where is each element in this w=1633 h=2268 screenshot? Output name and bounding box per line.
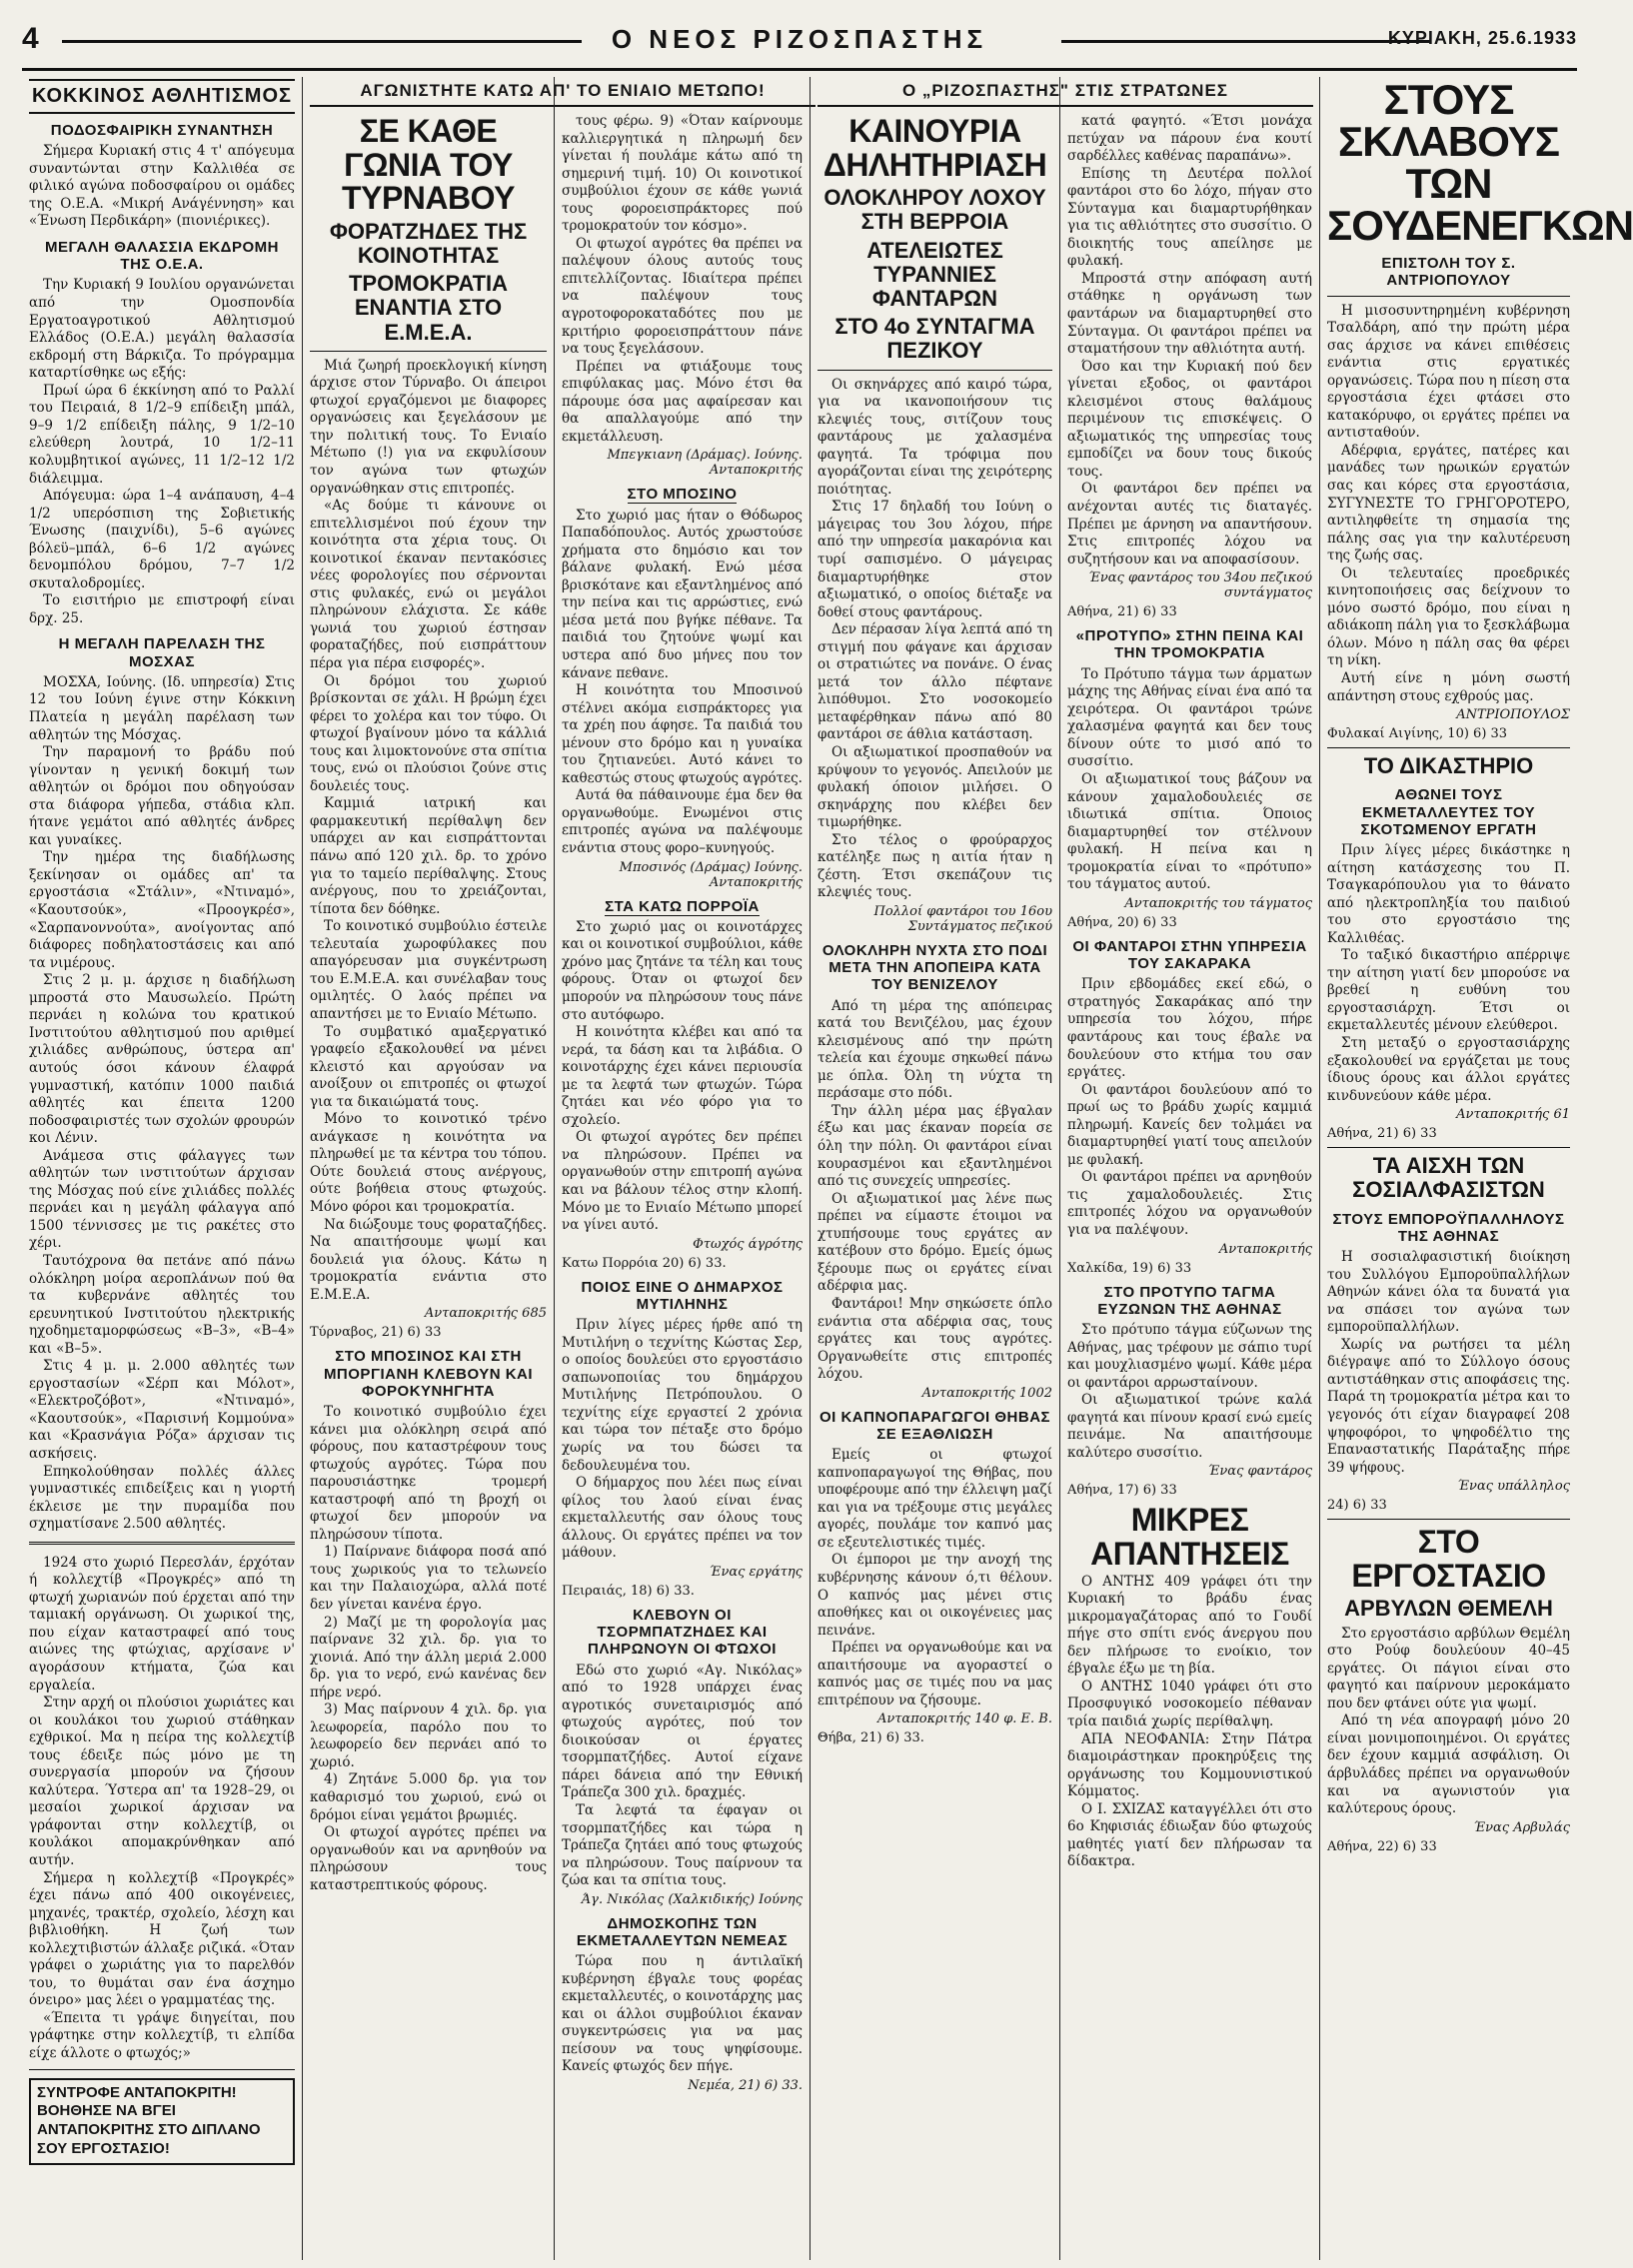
- byline: Ανταποκριτής: [1218, 1241, 1312, 1257]
- headline: ΣΤΟ ΕΡΓΟΣΤΑΣΙΟ: [1351, 1524, 1546, 1594]
- banner-barracks: Ο „ΡΙΖΟΣΠΑΣΤΗΣ" ΣΤΙΣ ΣΤΡΑΤΩΝΕΣ: [817, 81, 1313, 107]
- article-paragraph: Στο εργοστάσιο αρβύλων Θεμέλη στο Ρούφ δουλεύουν 40–45 εργάτες. Οι πάγιοι είναι στο φαγητό και παίρνουν μεροκάματο που δεν φτάνει ούτε για ψωμί.: [1327, 1625, 1570, 1711]
- dateline: 24) 6) 33: [1327, 1498, 1387, 1514]
- byline: Ανταποκριτής 140 φ. Ε. Β.: [876, 1711, 1052, 1727]
- divider: [29, 2069, 295, 2070]
- article-paragraph: Τα λεφτά τα έφαγαν οι τσορμπατζήδες και τώρα η Τράπεζα ζητάει από τους φτωχούς να πληρώσουν. Τους παίρνουν τα ζώα και τα σπίτια τους.: [562, 1801, 803, 1889]
- article-paragraph: Μιά ζωηρή προεκλογική κίνηση άρχισε στον Τύρναβο. Οι άπειροι φτωχοί εργαζόμενοι με διαφορες οργανώσεις και ξεγελάσουν με την πολιτική τους. Το Ενιαίο Μέτωπο (!) για να εκφυλίσουν τον αγώνα των φτωχών οργανώθηκαν στις επιτροπές.: [310, 357, 547, 497]
- article-heading: ΠΟΔΟΣΦΑΙΡΙΚΗ ΣΥΝΑΝΤΗΣΗ: [50, 122, 274, 139]
- divider: [817, 370, 1052, 371]
- paper-name: Ο ΝΕΟΣ ΡΙΖΟΣΠΑΣΤΗΣ: [611, 24, 988, 54]
- article-paragraph: Πρέπει να φτιάξουμε τους επιφύλακας μας. Μόνο έτσι θα πάρουμε όσα μας αφαίρεσαν και θα απαλλαγούμε από την εκμετάλλευση.: [562, 358, 803, 445]
- article-paragraph: Σήμερα η κολλεχτίβ «Προγκρές» έχει πάνω από 400 οικογένειες, μηχανές, τρακτέρ, σχολείο, λέσχη και βιβλιοθήκη. Η ζωή των κολλεχτιβιστών άλλαξε ριζικά. «Όταν γράφει ο χωριάτης για το παρελθόν του, το θυμάται σαν ένα άσχημο όνειρο» μας λέει ο γραμματέας της.: [29, 1869, 295, 2009]
- column-6: [1319, 76, 1633, 2260]
- byline: Ένας υπάλληλος: [1457, 1479, 1570, 1495]
- article-paragraph: Το ταξικό δικαστήριο απέρριψε την αίτηση γιατί δεν μπορούσε να βρεθεί η ευθύνη του εργοστασιάρχη. Έτσι οι εκμεταλλευτές μένουν ελεύθεροι.: [1327, 947, 1570, 1034]
- article-paragraph: τους φέρω. 9) «Όταν καίρνουμε καλλιεργητικά η πληρωμή δεν γίνεται ή πουλάμε κάτω από τη σημερινή τιμή. 10) Οι κοινοτικοί συμβούλιοι έχουν σε κάθε γωνιά τους φοροεισπράκτορες πού τρομοκρατούν τον κόσμο».: [562, 113, 803, 235]
- byline: Άγ. Νικόλας (Χαλκιδικής) Ιούνης: [581, 1891, 803, 1907]
- issue-date: ΚΥΡΙΑΚΗ, 25.6.1933: [1387, 28, 1577, 48]
- article-paragraph: 1) Παίρνανε διάφορα ποσά από τους χωρικούς για το τελωνείο και την Παλαιοχώρα, αλλά ποτέ δεν γίνεται κανένα έργο.: [310, 1544, 547, 1614]
- dateline: Αθήνα, 20) 6) 33: [1067, 914, 1177, 930]
- article-paragraph: Η κοινότητα του Μποσινού στέλνει ακόμα εισπράκτορες για τα χρέη που άφησε. Τα παιδιά του μένουν στο δρόμο και η γυναίκα του ζητιανεύει. Αυτό κάνει το καθεστώς στους φτωχούς αγρότες.: [562, 682, 803, 786]
- article-paragraph: Το εισιτήριο με επιστροφή είναι δρχ. 25.: [29, 592, 295, 626]
- article-heading: ΟΛΟΚΛΗΡΗ ΝΥΧΤΑ ΣΤΟ ΠΟΔΙ ΜΕΤΑ ΤΗΝ ΑΠΟΠΕΙΡΑ ΚΑΤΑ ΤΟΥ ΒΕΝΙΖΕΛΟΥ: [821, 941, 1048, 994]
- divider: [1327, 747, 1570, 748]
- byline: Νεμέα, 21) 6) 33.: [688, 2078, 803, 2094]
- article-paragraph: Να διώξουμε τους φοραταζήδες. Να απαιτήσουμε ψωμί και δουλειά για όλους. Κάτω η τρομοκρατία ενάντια στο Ε.Μ.Ε.Α.: [310, 1216, 547, 1303]
- byline: Πολλοί φαντάροι του 16ου Συντάγματος πεζικού: [873, 903, 1052, 934]
- article-paragraph: Στο χωριό μας ήταν ο Θόδωρος Παπαδόπουλος. Αυτός χρωστούσε χρήματα στο δημόσιο και τον βάλανε φυλακή. Ενώ μέσα βρισκότανε και εξαντλημένος από την πείνα και τις αρρώστιες, ενώ μέσα μετά που βγήκε πέθανε. Τα παιδιά του ζητούνε ψωμί και υστερα από δυο μήνες που τον κάνανε πεθανε.: [562, 507, 803, 681]
- article-paragraph: Ταυτόχρονα θα πετάνε από πάνω ολόκληρη μοίρα αεροπλάνων πού θα τα κυβερνάνε αθλητές του ερευνητικού Ινστιτούτου ηλεκτρικής ηχοδημεταμορφώσεως «Β–3», «Β–4» και «Β–5».: [29, 1252, 295, 1357]
- article-paragraph: Στις 4 μ. μ. 2.000 αθλητές των εργοστασίων «Σέρπ και Μόλοτ», «Ελεκτροζόβοτ», «Ντιναμό», «Καουτσούκ», «Παρισινή Κομμούνα» και «Κρασνάγια Ρόζα» άρχισαν τις ασκήσεις.: [29, 1358, 295, 1462]
- article-paragraph: Από τη μέρα της απόπειρας κατά του Βενιζέλου, μας έχουν κλεισμένους από την πρώτη τελεία και έχουμε σηκωθεί πάνω με όπλα. Όλη τη νύχτα τη περάσαμε στο πόδι.: [817, 997, 1052, 1102]
- article-paragraph: 1924 στο χωριό Περεσλάν, έρχόταν ή κολλεχτίβ «Προγκρές» από τη φτωχή χωριανών πού έρχεται από την ταμιακή οργάνωση. Οι χωρικοί της, που είχαν καταστραφεί από τους αιώνες της φτώχιας, αρχίσανε ν' αγοράσουν κτήματα, ζώα και εργαλεία.: [29, 1554, 295, 1694]
- article-paragraph: Η σοσιαλφασιστική διοίκηση του Συλλόγου Εμποροϋπαλλήλων Αθηνών κάνει όλα τα δυνατά για να σπάσει τον αγώνα των εμποροϋπαλλήλων.: [1327, 1249, 1570, 1336]
- article-paragraph: Απόγευμα: ώρα 1–4 ανάπαυση, 4–4 1/2 υπερόσπιση της Σοβιετικής Ένωσης (παιχνίδι), 5–6 αγώνες βόλεϋ–μπάλ, 6–6 1/2 αγώνες δενομπόλου δρόμου, 7–7 1/2 σκυταλοδρομίες.: [29, 488, 295, 591]
- article-paragraph: Οι τελευταίες προεδρικές κινητοποιήσεις σας δείχνουν το μόνο σωστό δρόμο, που είναι η αδιάκοπη πάλη για το ξεσκλάβωμα όλων. Μόνο η πάλη σας θα φέρει τη νίκη.: [1327, 565, 1570, 669]
- article-paragraph: Πριν εβδομάδες εκεί εδώ, ο στρατηγός Σακαράκας από την υπηρεσία του λόχου, πήρε φαντάρους και τους έβαλε να δουλεύουν στο κτήμα του σαν εργάτες.: [1067, 976, 1312, 1081]
- byline: Ένας Αρβυλάς: [1473, 1819, 1570, 1835]
- page-number: 4: [22, 22, 39, 55]
- masthead: [22, 18, 1577, 71]
- column-body: [562, 113, 803, 2260]
- article-paragraph: Οι φτωχοί αγρότες πρέπει να οργανωθούν και να αρνηθούν να πληρώσουν τους καταστρεπτικούς φόρους.: [310, 1824, 547, 1893]
- divider: [29, 1542, 295, 1547]
- article-paragraph: Χωρίς να ρωτήσει τα μέλη διέγραψε από το Σύλλογο όσους αντιστάθηκαν στις αποφάσεις της. Παρά τη τρομοκρατία μέτρα και το γεγονός ότι είχαν διαγραφεί 208 ψηφοφόροι, το ψηφοδέλτιο της Επαναστατικής Παράταξης πήρε 39 ψήφους.: [1327, 1336, 1570, 1476]
- article-paragraph: κατά φαγητό. «Έτσι μονάχα πετύχαν να πάρουν ένα κουτί σαρδέλλες καθένας παραπάνω».: [1067, 113, 1312, 165]
- column-5: [1059, 77, 1319, 2260]
- article-paragraph: Το κοινοτικό συμβούλιο έστειλε τελευταία χωροφύλακες που απαγόρευσαν μια συγκέντρωση του Ε.Μ.Ε.Α. και συνέλαβαν τους ομιλητές. Ο λαός πρέπει να απαντήσει με το Ενιαίο Μέτωπο.: [310, 918, 547, 1022]
- article-paragraph: Οι αξιωματικοί προσπαθούν να κρύψουν το γεγονός. Απειλούν με φυλακή όποιον μιλήσει. Ο σκηνάρχης που κλέβει δεν τιμωρήθηκε.: [817, 743, 1052, 831]
- article-paragraph: Οι φαντάροι δουλεύουν από το πρωί ως το βράδυ χωρίς καμμιά πληρωμή. Κανείς δεν τολμάει να διαμαρτυρηθεί γιατί τους απειλούν με φυλακή.: [1067, 1081, 1312, 1168]
- article-paragraph: Ο ΑΝΤΗΣ 1040 γράφει ότι στο Προσφυγικό νοσοκομείο πέθαναν τρία παιδιά χωρίς περίθαλψη.: [1067, 1678, 1312, 1729]
- article-paragraph: Οι έμποροι με την ανοχή της κυβέρνησης κάνουν ό,τι θέλουν. Ο καπνός μας μένει στις αποθήκες και οι οικογένειες μας πεινάνε.: [817, 1552, 1052, 1639]
- article-paragraph: Πρέπει να οργανωθούμε και να απαιτήσουμε να αγοραστεί ο καπνός μας σε τιμές που να μας επιτρέπουν να ζήσουμε.: [817, 1640, 1052, 1708]
- dateline: Πειραιάς, 18) 6) 33.: [562, 1583, 695, 1599]
- article-heading: ΣΤΟ ΜΠΟΣΙΝΟ: [627, 486, 738, 504]
- article-paragraph: ΑΠΑ ΝΕΟΦΑΝΙΑ: Στην Πάτρα διαμοιράστηκαν προκηρύξεις της οργάνωσης του Κομμουνιστικού Κόμματος.: [1067, 1730, 1312, 1800]
- divider: [310, 351, 547, 352]
- article-heading: ΟΙ ΦΑΝΤΑΡΟΙ ΣΤΗΝ ΥΠΗΡΕΣΙΑ ΤΟΥ ΣΑΚΑΡΑΚΑ: [1072, 937, 1307, 973]
- column-body: [29, 77, 295, 2260]
- byline: Ανταποκριτής 1002: [921, 1385, 1052, 1401]
- dateline: Αθήνα, 17) 6) 33: [1067, 1483, 1177, 1499]
- article-heading: ΕΠΙΣΤΟΛΗ ΤΟΥ Σ. ΑΝΤΡΙΟΠΟΥΛΟΥ: [1381, 255, 1516, 290]
- dateline: Αθήνα, 21) 6) 33: [1067, 604, 1177, 620]
- article-paragraph: Το συμβατικό αμαξεργατικό γραφείο εξακολουθεί να μένει κλειστό και αργούσαν να ανοίξουν οι επιτροπές οι φτωχοί για τα δικαιώματά τους.: [310, 1023, 547, 1110]
- article-paragraph: Στις 2 μ. μ. άρχισε η διαδήλωση μπροστά στο Μαυσωλείο. Πρώτη περνάει η κολώνα του κρατικού Ινστιτούτου αθλητισμού που αριθμεί χιλιάδες ανθρώπους, ύστερα απ' αυτούς όσοι κάνουν έλαφρά γυμναστική, κατόπιν 1000 παιδιά αθλητές και έπειτα 1200 ποδοσφαιριστές των σχολών φρουρών κοι Λένιν.: [29, 972, 295, 1147]
- article-paragraph: Στη μεταξύ ο εργοστασιάρχης εξακολουθεί να εργάζεται με τους ίδιους όρους και άλλοι εργάτες κινδυνεύουν κάθε μέρα.: [1327, 1035, 1570, 1104]
- article-paragraph: Οι σκηνάρχες από καιρό τώρα, για να ικανοποιήσουν τις κλεψιές τους, σιτίζουν τους φαντάρους με χαλασμένα φαγητά. Τα τρόφιμα που αγοράζονται είναι της χειρότερης ποιότητας.: [817, 376, 1052, 498]
- column-body: [310, 113, 547, 2260]
- article-heading: ΣΤΟ ΠΡΟΤΥΠΟ ΤΑΓΜΑ ΕΥΖΩΝΩΝ ΤΗΣ ΑΘΗΝΑΣ: [1097, 1283, 1282, 1318]
- article-paragraph: Από τη νέα απογραφή μόνο 20 είναι μονιμοποιημένοι. Οι εργάτες δεν έχουν καμμιά ασφάλιση. Οι άρβυλάδες πρέπει να οργανωθούν και να αγωνιστούν για καλύτερους όρους.: [1327, 1712, 1570, 1817]
- article-paragraph: Η μισοσυντηρημένη κυβέρνηση Τσαλδάρη, από την πρώτη μέρα σας άρχισε να κάνει επιθέσεις ενάντια στις εργατικές οργανώσεις. Τώρα που η πίεση στα εργοστάσια έχει φτάσει στο κατακόρυφο, οι εργάτες πρέπει να αντισταθούν.: [1327, 302, 1570, 442]
- subheadline: ΣΤΟ 4ο ΣΥΝΤΑΓΜΑ ΠΕΖΙΚΟΥ: [834, 314, 1035, 364]
- article-paragraph: Οι δρόμοι του χωριού βρίσκονται σε χάλι. Η βρώμη έχει φέρει το χολέρα και τον τύφο. Οι φτωχοί βγαίνουν μόνο τα κάλλιά τους και λιμοκτονούνε στα σπίτια τους, ενώ οι πλούσιοι ζούνε στις δουλειές τους.: [310, 672, 547, 794]
- article-paragraph: Ο Ι. ΣΧΙΖΑΣ καταγγέλλει ότι στο 6ο Κηφισιάς έδιωξαν δύο φτωχούς μαθητές γιατί δεν πλήρωσαν τα δίδακτρα.: [1067, 1800, 1312, 1870]
- article-paragraph: Οι φαντάροι πρέπει να αρνηθούν τις χαμαλοδουλειές. Στις επιτροπές λόχου να οργανωθούν για να παλέψουν.: [1067, 1169, 1312, 1238]
- article-paragraph: Την Κυριακή 9 Ιουλίου οργανώνεται από την Ομοσπονδία Εργατοαγροτικού Αθλητισμού Ελλάδος (Ο.Ε.Α.) μεγάλη θαλασσία εκδρομή στη Βάρκιζα. Το πρόγραμμα καταρτίσθηκε ως εξής:: [29, 277, 295, 382]
- byline: Μποσινός (Δράμας) Ιούνης. Ανταποκριτής: [619, 859, 803, 890]
- article-paragraph: Αδέρφια, εργάτες, πατέρες και μανάδες των ηρωικών εργατών σας και κόρες στα εργοστάσια, ΣΥΓΥΝΕΣΤΕ ΤΟ ΓΡΗΓΟΡΟΤΕΡΟ, αντιληφθείτε τη σημασία της πάλης σας για την καλυτέρευση της ζωής σας.: [1327, 442, 1570, 565]
- byline: Ένας εργάτης: [709, 1564, 803, 1580]
- dateline: Φυλακαί Αιγίνης, 10) 6) 33: [1327, 726, 1508, 742]
- article-paragraph: Ο ΑΝΤΗΣ 409 γράφει ότι την Κυριακή το βράδυ ένας μικρομαγαζάτορας από το Γουδί πήγε στο σπίτι ενός άνεργου που δεν πλήρωσε το ενοίκιο, τον έβγαλε έξω με τη βία.: [1067, 1573, 1312, 1678]
- article-heading: ΣΤΟΥΣ ΕΜΠΟΡΟΫΠΑΛΛΗΛΟΥΣ ΤΗΣ ΑΘΗΝΑΣ: [1332, 1210, 1565, 1245]
- article-paragraph: Οι φαντάροι δεν πρέπει να ανέχονται αυτές τις διαταγές. Πρέπει με άρνηση να απαντήσουν. Στις επιτροπές λόχου να συζητήσουν και να αποφασίσουν.: [1067, 481, 1312, 567]
- article-paragraph: Αυτή είνε η μόνη σωστή απάντηση στους εχθρούς μας.: [1327, 669, 1570, 704]
- byline: Ανταποκριτής του τάγματος: [1124, 895, 1312, 911]
- divider: [1327, 1147, 1570, 1148]
- byline: ΑΝΤΡΙΟΠΟΥΛΟΣ: [1456, 707, 1570, 723]
- article-paragraph: Οι φτωχοί αγρότες θα πρέπει να παλέψουν όλους αυτούς τους επιτελλίζοντας. Ιδιαίτερα πρέπει να παλέψουν τους αγροτοφοροκαταδότες που με κριτήριο φοροεισπράττουν πάνε να τους ξεγελάσουν.: [562, 235, 803, 358]
- column-1: [22, 77, 302, 2260]
- article-paragraph: Επίσης τη Δευτέρα πολλοί φαντάροι στο 6ο λόχο, πήγαν στο Σύνταγμα και διαμαρτυρήθηκαν για τις αθλιότητες στο συσσίτιο. Ο διοικητής τους απείλησε με φυλακή.: [1067, 165, 1312, 270]
- article-paragraph: 4) Ζητάνε 5.000 δρ. για τον καθαρισμό του χωριού, ενώ οι δρόμοι είναι γεμάτοι βρωμιές.: [310, 1771, 547, 1823]
- article-paragraph: Επηκολούθησαν πολλές άλλες γυμναστικές επιδείξεις και η γιορτή έκλεισε με την πυραμίδα που σχηματίσανε 2.500 αθλητές.: [29, 1463, 295, 1533]
- article-paragraph: 2) Μαζί με τη φορολογία μας παίρνανε 32 χιλ. δρ. για το χιονιά. Από την άλλη μεριά 2.000 δρ. για το νερό, ενώ κανένας δεν πήρε νερό.: [310, 1614, 547, 1701]
- headline: ΚΑΙΝΟΥΡΙΑ ΔΗΛΗΤΗΡΙΑΣΗ: [822, 113, 1047, 183]
- dateline: Χαλκίδα, 19) 6) 33: [1067, 1260, 1192, 1276]
- subheadline: ΑΡΒΥΛΩΝ ΘΕΜΕΛΗ: [1344, 1596, 1553, 1622]
- byline: Ανταποκριτής 685: [424, 1306, 547, 1322]
- article-paragraph: Μπροστά στην απόφαση αυτή στάθηκε η οργάνωση των φαντάρων να διαμαρτυρηθεί στο Σύνταγμα. Οι φαντάροι πρέπει να σταματήσουν την αθλιότητα αυτή.: [1067, 270, 1312, 358]
- article-paragraph: Στις 17 δηλαδή του Ιούνη ο μάγειρας του 3ου λόχου, πήρε από την υπηρεσία μακαρόνια και τυρί σαπισμένο. Ο μάγειρας διαμαρτυρήθηκε στον αξιωματικό, ο οποίος διέταξε να δοθεί στους φαντάρους.: [817, 499, 1052, 620]
- headline: ΣΕ ΚΑΘΕ ΓΩΝΙΑ ΤΟΥ ΤΥΡΝΑΒΟΥ: [342, 113, 515, 217]
- byline: Ένας φαντάρος του 34ου πεζικού συντάγματος: [1088, 570, 1312, 601]
- subheadline: ΤΑ ΑΙΣΧΗ ΤΩΝ ΣΟΣΙΑΛΦΑΣΙΣΤΩΝ: [1352, 1153, 1545, 1203]
- article-paragraph: Δεν πέρασαν λίγα λεπτά από τη στιγμή που φάγανε και άρχισαν οι στρατιώτες να πονάνε. Ο ένας μετά τον άλλο πέφτανε λιπόθυμοι. Στο νοσοκομείο μεταφέρθηκαν πάνω από 80 φαντάροι σε άθλια κατάσταση.: [817, 621, 1052, 743]
- article-paragraph: «Ας δούμε τι κάνουνε οι επιτελλισμένοι πού έχουν την κοινότητα στα χέρια τους. Οι κοινοτικοί έκαναν πεντακόσιες νέες φορολογίες που σέρνονται στις φυλακές, ενώ οι μεγάλοι πληρώνουν ελάχιστα. Σε κάθε γωνιά του χωριού έστησαν φοραταζήδες, πού εισπράττουν πέρα για πέρα εισφορές».: [310, 498, 547, 672]
- article-paragraph: Οι αξιωματικοί μας λένε πως πρέπει να είμαστε έτοιμοι να χτυπήσουμε τους εργάτες αν κατέβουν στο δρόμο. Εμείς όμως ξέρουμε πως οι εργάτες είναι αδέρφια μας.: [817, 1190, 1052, 1295]
- column-body: [1327, 76, 1633, 2260]
- article-heading: ΠΟΙΟΣ ΕΙΝΕ Ο ΔΗΜΑΡΧΟΣ ΜΥΤΙΛΗΝΗΣ: [581, 1278, 784, 1313]
- article-paragraph: Η κοινότητα κλέβει και από τα νερά, τα δάση και τα λιβάδια. Ο κοινοτάρχης έχει κάνει περιουσία με τα λεφτά των φτωχών. Τώρα ζητάει και νέο φόρο για το σχολείο.: [562, 1024, 803, 1128]
- article-heading: Η ΜΕΓΑΛΗ ΠΑΡΕΛΑΣΗ ΤΗΣ ΜΟΣΧΑΣ: [58, 635, 266, 670]
- subheadline: ΤΟ ΔΙΚΑΣΤΗΡΙΟ: [1363, 753, 1534, 779]
- boxed-notice: ΣΥΝΤΡΟΦΕ ΑΝΤΑΠΟΚΡΙΤΗ! ΒΟΗΘΗΣΕ ΝΑ ΒΓΕΙ ΑΝΤΑΠΟΚΡΙΤΗΣ ΣΤΟ ΔΙΠΛΑΝΟ ΣΟΥ ΕΡΓΟΣΤΑΣΙΟ!: [29, 2078, 295, 2165]
- article-paragraph: Το Πρότυπο τάγμα των άρματων μάχης της Αθήνας είναι ένα από τα χειρότερα. Οι φαντάροι τρώνε χαλασμένα φαγητά και δεν τους δίνουν ούτε το μισό από το συσσίτιο.: [1067, 665, 1312, 770]
- article-heading: ΣΤΟ ΜΠΟΣΙΝΟΣ ΚΑΙ ΣΤΗ ΜΠΟΡΓΙΑΝΗ ΚΛΕΒΟΥΝ ΚΑΙ ΦΟΡΟΚΥΝΗΓΗΤΑ: [323, 1348, 534, 1400]
- dateline: Τύρναβος, 21) 6) 33: [310, 1325, 442, 1341]
- subheadline: ΦΟΡΑΤΖΗΔΕΣ ΤΗΣ ΚΟΙΝΟΤΗΤΑΣ: [329, 218, 528, 268]
- headline: ΣΤΟΥΣ ΣΚΛΑΒΟΥΣ ΤΩΝ ΣΟΥΔΕΝΕΓΚΩΝ: [1327, 76, 1633, 249]
- article-paragraph: Καμμιά ιατρική και φαρμακευτική περίθαλψη δεν υπάρχει αν και εισπράττονται πάνω από 120 χιλ. δρ. το χρόνο για το ταμείο περίθαλψης. Στους ανέργους, που το χρειάζονται, τίποτα δεν δόθηκε.: [310, 795, 547, 917]
- column-body: [817, 113, 1052, 2260]
- article-paragraph: Πριν λίγες μέρες ήρθε από τη Μυτιλήνη ο τεχνίτης Κώστας Σερ, ο οποίος δουλεύει στο εργοστάσιο σαπωνοποιίας του δημάρχου Μυτιλήνης Πετρόπουλου. Ο τεχνίτης είχε εργαστεί 2 χρόνια και τώρα τον πέταξε στο δρόμο χωρίς να του δώσει τα δεδουλευμένα του.: [562, 1317, 803, 1474]
- article-paragraph: Την παραμονή το βράδυ πού γίνονταν η γενική δοκιμή των αθλητών οι δρόμοι που οδηγούσαν στα διάφορα γήπεδα, στάδια κλπ. ήτανε γεμάτοι από αθλητές άνδρες και γυναίκες.: [29, 744, 295, 848]
- section-title: ΚΟΚΚΙΝΟΣ ΑΘΛΗΤΙΣΜΟΣ: [29, 79, 295, 114]
- article-heading: ΜΕΓΑΛΗ ΘΑΛΑΣΣΙΑ ΕΚΔΡΟΜΗ ΤΗΣ Ο.Ε.Α.: [45, 238, 279, 274]
- article-paragraph: Τώρα που η άντιλαϊκή κυβέρνηση έβγαλε τους φορέας εκμεταλλευτές, ο κοινοτάρχης μας και οι άλλοι συμβούλιοι έκαναν συγκεντρώσεις για να μας πείσουν να τους ψηφίσουμε. Κανείς φτωχός δεν πήγε.: [562, 1953, 803, 2075]
- columns: [22, 76, 1633, 2260]
- article-paragraph: Την ημέρα της διαδήλωσης ξεκίνησαν οι ομάδες απ' τα εργοστάσια «Στάλιν», «Ντιναμό», «Καουτσούκ», «Προογκρέσ», «Σαρπανοννούτα», ανοίγοντας από διάφορες ποδηλατοστάσεις και από τα νιμέρους.: [29, 849, 295, 971]
- byline: Φτωχός άγρότης: [693, 1236, 803, 1252]
- article-paragraph: Οι φτωχοί αγρότες δεν πρέπει να πληρώσουν. Πρέπει να οργανωθούν στην επιτροπή αγώνα και να βάλουν τέλος στην κλοπή. Μόνο με το Ενιαίο Μέτωπο μπορεί να γίνει αυτό.: [562, 1129, 803, 1234]
- article-paragraph: Στο τέλος ο φρούραρχος κατέληξε πως η αιτία ήταν η ζέστη. Έτσι σκεπάζουν τις κλεψιές τους.: [817, 831, 1052, 901]
- article-heading: ΣΤΑ ΚΑΤΩ ΠΟΡΡΟΪΑ: [605, 897, 760, 915]
- dateline: Θήβα, 21) 6) 33.: [817, 1730, 924, 1746]
- byline: Ανταποκριτής 61: [1456, 1107, 1570, 1123]
- article-paragraph: Στην αρχή οι πλούσιοι χωριάτες και οι κουλάκοι του χωριού στάθηκαν εχθρικοί. Μα η πείρα της κολλεχτίβ τους έδειξε πώς μόνο με τη συνεργασία μπορούν να ζήσουν καλύτερα. Ύστερα απ' τα 1928–29, οι μεσαίοι χωρικοί άρχισαν να γράφονται στην κολλεχτίβ, οι κουλάκοι απομακρύνθηκαν από αυτήν.: [29, 1695, 295, 1869]
- banner-united-front: ΑΓΩΝΙΣΤΗΤΕ ΚΑΤΩ ΑΠ' ΤΟ ΕΝΙΑΙΟ ΜΕΤΩΠΟ!: [310, 81, 816, 107]
- article-paragraph: Στο χωριό μας οι κοινοτάρχες και οι κοινοτικοί συμβούλιοι, κάθε χρόνο μας ζητάνε τα τέλη και τους φόρους. Όταν οι φτωχοί δεν μπορούν να πληρώσουν τους πάνε στο αυτόφωρο.: [562, 918, 803, 1023]
- article-paragraph: Οι αξιωματικοί τρώνε καλά φαγητά και πίνουν κρασί ενώ εμείς πεινάμε. Να απαιτήσουμε καλύτερο συσσίτιο.: [1067, 1392, 1312, 1461]
- article-paragraph: Σήμερα Κυριακή στις 4 τ' απόγευμα συναντώνται στην Καλλιθέα σε φιλικό αγώνα ποδοσφαίρου οι ομάδες της Ο.Ε.Α. «Μικρή Ανάγέννηση» και «Ένωση Περδικάρη» (πιονιέρικες).: [29, 143, 295, 230]
- article-paragraph: Οι αξιωματικοί τους βάζουν να κάνουν χαμαλοδουλειές σε ιδιωτικά σπίτια. Όποιος διαμαρτυρηθεί τον στέλνουν φυλακή. Η πείνα και η τρομοκρατία είναι το «πρότυπο» του τάγματος αυτού.: [1067, 771, 1312, 893]
- article-paragraph: «Έπειτα τι γράψε διηγείται, που γράφτηκε στην κολλεχτίβ, τι ελπίδα είχε άλλοτε ο φτωχός;»: [29, 2009, 295, 2062]
- article-paragraph: 3) Μας παίρνουν 4 χιλ. δρ. για λεωφορεία, παρόλο που το λεωφορείο δεν περνάει από το χωριό.: [310, 1701, 547, 1770]
- article-heading: «ΠΡΟΤΥΠΟ» ΣΤΗΝ ΠΕΙΝΑ ΚΑΙ ΤΗΝ ΤΡΟΜΟΚΡΑΤΙΑ: [1075, 627, 1304, 662]
- subheadline: ΟΛΟΚΛΗΡΟΥ ΛΟΧΟΥ ΣΤΗ ΒΕΡΡΟΙΑ: [823, 185, 1046, 235]
- article-paragraph: Φαντάροι! Μην σηκώσετε όπλο ενάντια στα αδέρφια σας, τους εργάτες και τους αγρότες. Οργανωθείτε στις επιτροπές λόχου.: [817, 1295, 1052, 1383]
- column-3: [554, 77, 810, 2260]
- article-paragraph: Πριν λίγες μέρες δικάστηκε η αίτηση κατάσχεσης του Π. Τσαγκαρόπουλου για το θάνατο από ηλεκτροπληξία του παιδιού του στο εργοστάσιο της Καλλιθέας.: [1327, 842, 1570, 946]
- article-paragraph: Ο δήμαρχος που λέει πως είναι φίλος του λαού είναι ένας εκμεταλλευτής σαν όλους τους άλλους. Οι εργάτες πρέπει να τον μάθουν.: [562, 1475, 803, 1562]
- article-paragraph: Μόνο το κοινοτικό τρένο ανάγκασε η κοινότητα να πληρωθεί με τα κέντρα του τόπου. Ούτε δουλειά στους ανέργους, ούτε βοήθεια στους φτωχούς. Μόνο φόροι και τρομοκρατία.: [310, 1111, 547, 1215]
- dateline: Αθήνα, 21) 6) 33: [1327, 1126, 1437, 1142]
- article-paragraph: Εδώ στο χωριό «Αγ. Νικόλας» από το 1928 υπάρχει ένας αγροτικός συνεταιρισμός από φτωχούς αγρότες, πού τον διοικούσαν οι έργατες τσορμπατζήδες. Αυτοί είχανε πάρει δάνεια από την Εθνική Τράπεζα 300 χιλ. δραχμές.: [562, 1662, 803, 1801]
- article-paragraph: Αυτά θα πάθαινουμε έμα δεν θα οργανωθούμε. Ενωμένοι στις επιτροπές αγώνα να παλέψουμε ενάντια στους φορο–κυνηγούς.: [562, 787, 803, 857]
- subheadline: ΑΤΕΛΕΙΩΤΕΣ ΤΥΡΑΝΝΙΕΣ ΦΑΝΤΑΡΩΝ: [866, 237, 1003, 311]
- article-heading: ΔΗΜΟΣΚΟΠΗΣ ΤΩΝ ΕΚΜΕΤΑΛΛΕΥΤΩΝ ΝΕΜΕΑΣ: [576, 1914, 789, 1949]
- article-paragraph: Στο πρότυπο τάγμα εύζωνων της Αθήνας, μας τρέφουν με σάπιο τυρί και μουχλιασμένο ψωμί. Κάθε μέρα οι φαντάροι αρρωσταίνουν.: [1067, 1322, 1312, 1391]
- byline: Μπεγκιανη (Δράμας). Ιούνης. Ανταποκριτής: [607, 448, 803, 479]
- divider: [1327, 1519, 1570, 1520]
- headline: ΜΙΚΡΕΣ ΑΠΑΝΤΗΣΕΙΣ: [1090, 1502, 1289, 1572]
- subheadline: ΤΡΟΜΟΚΡΑΤΙΑ ΕΝΑΝΤΙΑ ΣΤΟ Ε.Μ.Ε.Α.: [348, 271, 509, 345]
- byline: Ένας φαντάρος: [1207, 1464, 1312, 1480]
- article-paragraph: Όσο και την Κυριακή πού δεν γίνεται εξοδος, οι φαντάροι κλεισμένοι στους θαλάμους περιμένουν τις επισκέψεις. Ο αξιωματικός της υπηρεσίας τους εμποδίζει να δουν τους δικούς τους.: [1067, 358, 1312, 480]
- article-paragraph: Το κοινοτικό συμβούλιο έχει κάνει μια ολόκληρη σειρά από φόρους, που καταστρέφουν τους φτωχούς αγρότες. Τώρα που παρουσιάστηκε τρομερή καταστροφή από τη βροχή οι φτωχοί δεν μπορούν να πληρώσουν τίποτα.: [310, 1404, 547, 1543]
- dateline: Αθήνα, 22) 6) 33: [1327, 1838, 1437, 1854]
- article-heading: ΚΛΕΒΟΥΝ ΟΙ ΤΣΟΡΜΠΑΤΖΗΔΕΣ ΚΑΙ ΠΛΗΡΩΝΟΥΝ ΟΙ ΦΤΩΧΟΙ: [588, 1606, 777, 1659]
- article-paragraph: ΜΟΣΧΑ, Ιούνης. (Ιδ. υπηρεσία) Στις 12 του Ιούνη έγινε στην Κόκκινη Πλατεία η μεγάλη παρέλαση των αθλητών της Μόσχας.: [29, 673, 295, 743]
- article-paragraph: Ανάμεσα στις φάλαγγες των αθλητών των ινστιτούτων άρχισαν της Μόσχας πού είνε χιλιάδες πολλές περνάει και η μεγάλη φάλαγγα από 1500 τέννισσες με τις ρακέτες στο χέρι.: [29, 1147, 295, 1252]
- dateline: Κατω Πορρόια 20) 6) 33.: [562, 1255, 727, 1271]
- column-body: [1067, 113, 1312, 2260]
- article-paragraph: Πρωί ώρα 6 έκκίνηση από το Ραλλί του Πειραιά, 8 1/2–9 επίδειξη μπάλ, 9–9 1/2 επίδειξη πάλης, 9 1/2–10 ελεύθερη λουτρά, 10 1/2–11 κολυμβητικοί αγώνες, 11 1/2–12 1/2 διάλειμμα.: [29, 382, 295, 487]
- article-heading: ΑΘΩΝΕΙ ΤΟΥΣ ΕΚΜΕΤΑΛΛΕΥΤΕΣ ΤΟΥ ΣΚΟΤΩΜΕΝΟΥ ΕΡΓΑΤΗ: [1360, 786, 1537, 838]
- article-paragraph: Την άλλη μέρα μας έβγαλαν έξω και μας έκαναν πορεία σε όλη την πόλη. Οι φαντάροι είναι κουρασμένοι και εξαντλημένοι από τις συνεχείς υπηρεσίες.: [817, 1102, 1052, 1190]
- article-paragraph: Εμείς οι φτωχοί καπνοπαραγωγοί της Θήβας, που υποφέρουμε από την έλλειψη μαζί και για να τρέξουμε στις μεγάλες αγορές, πουλάμε τον καπνό μας σε εξευτελιστικές τιμές.: [817, 1447, 1052, 1551]
- article-heading: ΟΙ ΚΑΠΝΟΠΑΡΑΓΩΓΟΙ ΘΗΒΑΣ ΣΕ ΕΞΑΘΛΙΩΣΗ: [818, 1408, 1051, 1443]
- divider: [1327, 296, 1570, 297]
